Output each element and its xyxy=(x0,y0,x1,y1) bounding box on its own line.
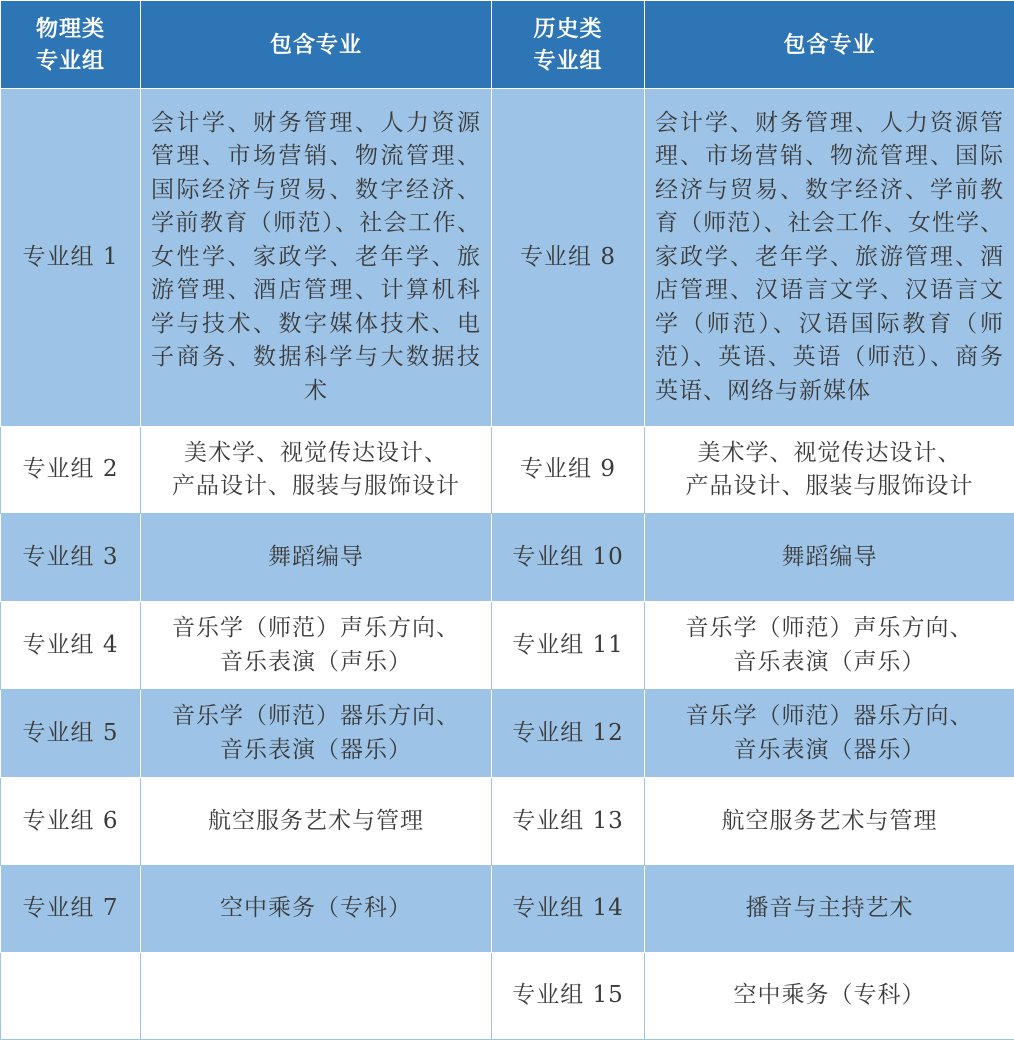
history-group-cell: 专业组 8 xyxy=(492,89,645,427)
physics-group-cell: 专业组 7 xyxy=(1,866,141,953)
physics-group-cell: 专业组 2 xyxy=(1,427,141,514)
table-row xyxy=(1,953,1014,1040)
table-row xyxy=(1,89,1014,427)
table-row xyxy=(1,866,1014,953)
header-physics-group: 物理类 专业组 xyxy=(1,1,141,89)
physics-majors-cell xyxy=(141,953,492,1040)
physics-group-cell: 专业组 5 xyxy=(1,690,141,778)
table-row xyxy=(1,690,1014,778)
physics-majors-cell: 航空服务艺术与管理 xyxy=(141,778,492,866)
header-row xyxy=(1,1,1014,89)
physics-majors-cell: 音乐学（师范）声乐方向、 音乐表演（声乐） xyxy=(141,602,492,690)
history-majors-cell: 音乐学（师范）声乐方向、 音乐表演（声乐） xyxy=(645,602,1014,690)
history-group-cell: 专业组 12 xyxy=(492,690,645,778)
header-history-group: 历史类 专业组 xyxy=(492,1,645,89)
history-majors-cell: 音乐学（师范）器乐方向、 音乐表演（器乐） xyxy=(645,690,1014,778)
history-group-cell: 专业组 9 xyxy=(492,427,645,514)
physics-group-cell: 专业组 3 xyxy=(1,514,141,602)
physics-majors-cell: 会计学、财务管理、人力资源管理、市场营销、物流管理、国际经济与贸易、数字经济、学前教育（师范）、社会工作、女性学、家政学、老年学、旅游管理、酒店管理、计算机科学与技术、数字媒体技术、电子商务、数据科学与大数据技术 xyxy=(141,89,492,427)
physics-group-cell: 专业组 6 xyxy=(1,778,141,866)
physics-majors-cell: 美术学、视觉传达设计、 产品设计、服装与服饰设计 xyxy=(141,427,492,514)
history-group-cell: 专业组 13 xyxy=(492,778,645,866)
history-group-cell: 专业组 11 xyxy=(492,602,645,690)
table-row xyxy=(1,778,1014,866)
table-row xyxy=(1,602,1014,690)
header-physics-majors: 包含专业 xyxy=(141,1,492,89)
history-majors-cell: 播音与主持艺术 xyxy=(645,866,1014,953)
history-majors-cell: 舞蹈编导 xyxy=(645,514,1014,602)
header-history-majors: 包含专业 xyxy=(645,1,1014,89)
table-row xyxy=(1,514,1014,602)
table-row xyxy=(1,427,1014,514)
history-group-cell: 专业组 14 xyxy=(492,866,645,953)
history-majors-cell: 空中乘务（专科） xyxy=(645,953,1014,1040)
physics-majors-cell: 舞蹈编导 xyxy=(141,514,492,602)
physics-group-cell: 专业组 1 xyxy=(1,89,141,427)
history-majors-cell: 会计学、财务管理、人力资源管理、市场营销、物流管理、国际经济与贸易、数字经济、学前教育（师范）、社会工作、女性学、家政学、老年学、旅游管理、酒店管理、汉语言文学、汉语言文学（师范）、汉语国际教育（师范）、英语、英语（师范）、商务英语、网络与新媒体 xyxy=(645,89,1014,427)
physics-group-cell xyxy=(1,953,141,1040)
history-group-cell: 专业组 10 xyxy=(492,514,645,602)
history-group-cell: 专业组 15 xyxy=(492,953,645,1040)
history-majors-cell: 美术学、视觉传达设计、 产品设计、服装与服饰设计 xyxy=(645,427,1014,514)
physics-majors-cell: 空中乘务（专科） xyxy=(141,866,492,953)
physics-majors-cell: 音乐学（师范）器乐方向、 音乐表演（器乐） xyxy=(141,690,492,778)
physics-group-cell: 专业组 4 xyxy=(1,602,141,690)
history-majors-cell: 航空服务艺术与管理 xyxy=(645,778,1014,866)
